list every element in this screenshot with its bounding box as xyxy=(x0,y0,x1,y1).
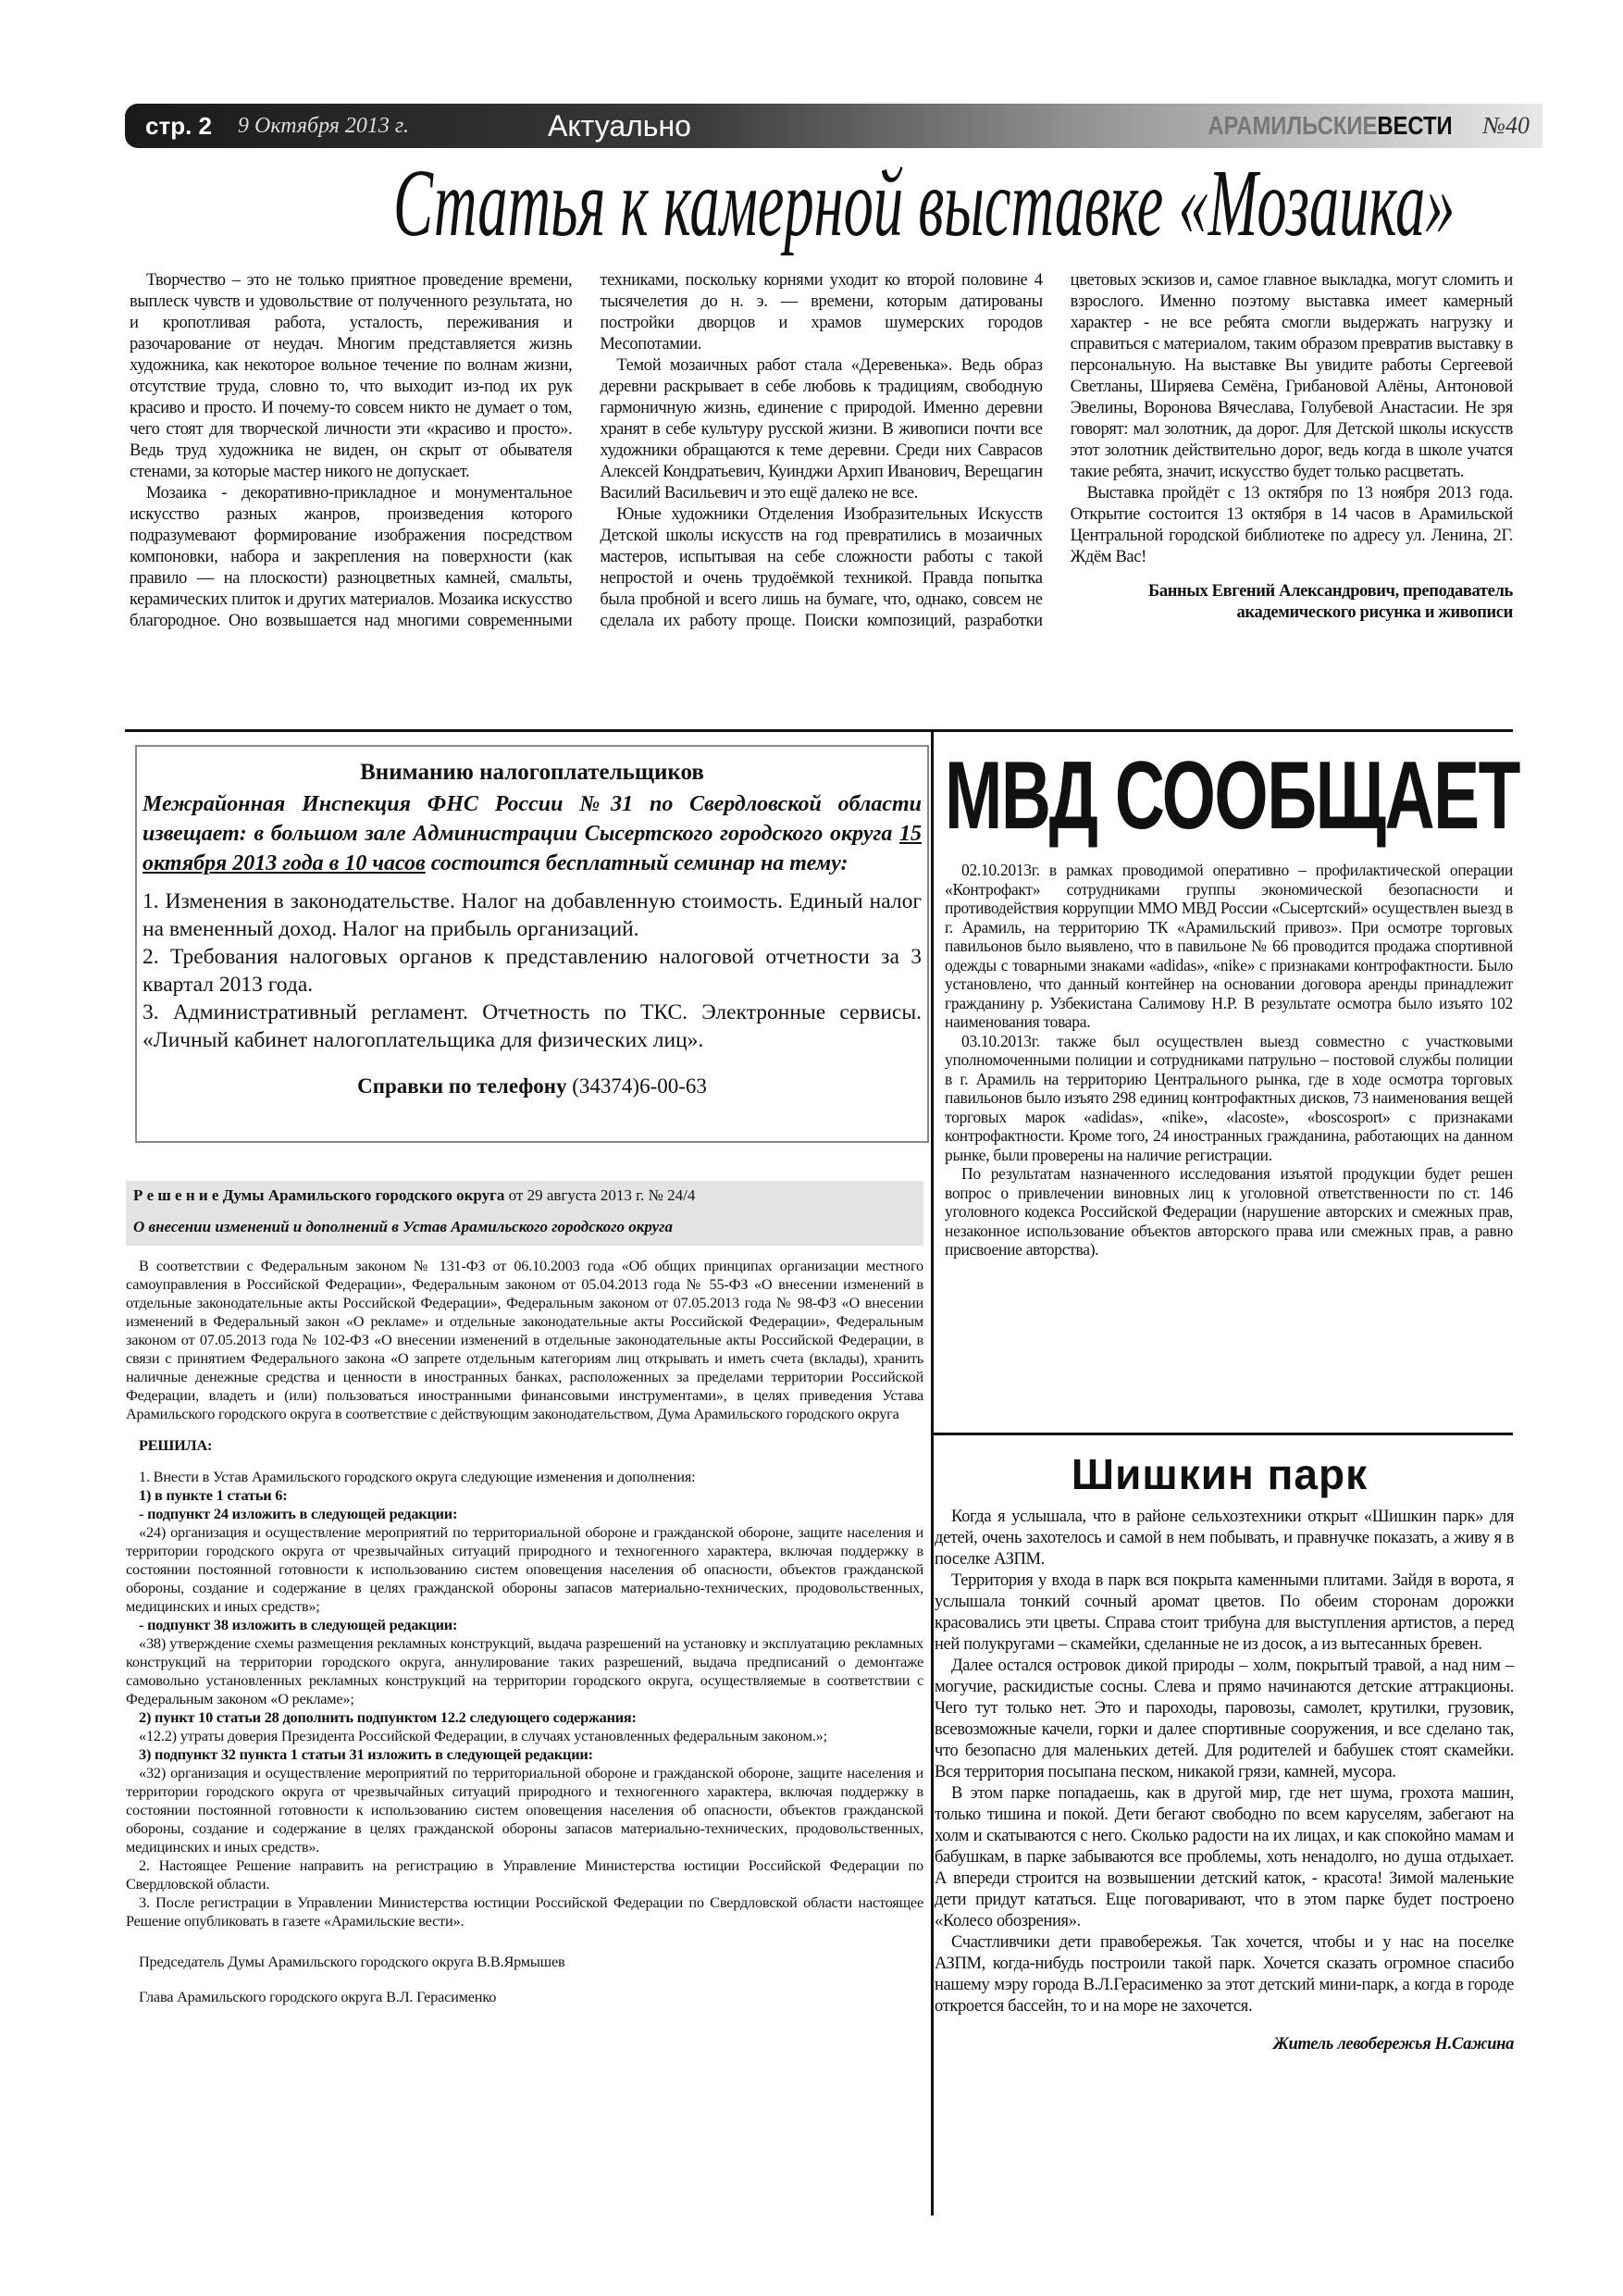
resolution-head: Глава Арамильского городского округа В.Л. Герасименко xyxy=(139,1988,497,2005)
horizontal-divider xyxy=(125,729,1513,732)
tax-notice-intro: Межрайонная Инспекция ФНС России №31 по Свердловской области извещает: в большом зале Администрации Сысертского городского округа 15 октября 2013 года в 10 часов состоится бесплатный семинар на тему: xyxy=(142,792,922,875)
article-author: Житель левобережья Н.Сажина xyxy=(1272,2035,1514,2054)
resolution-subtitle: О внесении изменений и дополнений в Устав Арамильского городского округа xyxy=(133,1218,673,1235)
resolution-line: 1. Внести в Устав Арамильского городского округа следующие изменения и дополнения: xyxy=(139,1468,696,1485)
duma-resolution xyxy=(126,1181,923,2006)
resolution-line: 1) в пункте 1 статьи 6: xyxy=(139,1486,288,1504)
resolution-line: - подпункт 24 изложить в следующей редакции: xyxy=(139,1505,458,1522)
paragraph: Далее остался островок дикой природы – холм, покрытый травой, а над ним – могучие, раскидистые сосны. Слева и прямо начинаются детские аттракционы. Чего тут только нет. Это и пароходы, паровозы, самолет, крутилки, грузовик, всевозможные качели, горки и далее спортивные сооружения, и все сделано так, что безопасно для маленьких детей. Для родителей и бабушек стоят скамейки. Вся территория посыпана песком, никакой грязи, камней, мусора. xyxy=(935,1657,1514,1781)
resolution-line: «32) организация и осуществление мероприятий по территориальной обороне и гражданской обороне, защите населения и территории городского округа от чрезвычайных ситуаций природного и техногенного характера, включая поддержку в состоянии постоянной готовности к использованию систем оповещения населения об опасности, объектов гражданской обороны, создание и содержание в целях гражданской обороны запасов материально-технических, продовольственных, медицинских и иных средств». xyxy=(126,1764,923,1855)
mvd-heading: МВД СООБЩАЕТ xyxy=(945,742,1519,850)
park-heading: Шишкин парк xyxy=(1071,1450,1369,1498)
tax-notice-heading: Вниманию налогоплательщиков xyxy=(360,760,704,785)
mosaic-article-title: Статья к камерной выставке «Мозаика» xyxy=(393,150,1456,256)
resolution-line: 2) пункт 10 статьи 28 дополнить подпунктом 12.2 следующего содержания: xyxy=(139,1708,637,1726)
resolution-line: «38) утверждение схемы размещения рекламных конструкций, выдача разрешений на установку и эксплуатацию рекламных конструкций на территории городского округа, аннулирование таких разрешений, выдача предписаний о демонтаже самовольно установленных рекламных конструкций на территории городского округа, осуществляемые в соответствии с Федеральным законом «О рекламе»; xyxy=(126,1634,923,1707)
resolution-preamble: В соответствии с Федеральным законом № 131-ФЗ от 06.10.2003 года «Об общих принципах организации местного самоуправления в Российской Федерации», Федеральным законом от 05.04.2013 года № 55-ФЗ «О внесении изменений в отдельные законодательные акты Российской Федерации», Федеральным законом от 07.05.2013 года № 98-ФЗ «О внесении изменений в Федеральный закон «О рекламе» и отдельные законодательные акты Российской Федерации», Федеральным законом от 07.05.2013 года № 102-ФЗ «О внесении изменений в отдельные законодательные акты Российской Федерации, в связи с принятием Федерального закона «О запрете отдельным категориям лиц открывать и иметь счета (вклады), хранить наличные денежные средства и ценности в иностранных банках, расположенных за пределами территории Российской Федерации, владеть и (или) пользоваться иностранными финансовыми инструментами», в целях приведения Устава Арамильского городского округа в соответствие с действующим законодательством, Дума Арамильского городского округа xyxy=(126,1257,923,1422)
seminar-topic: 3. Административный регламент. Отчетность по ТКС. Электронные сервисы. «Личный кабинет налогоплательщика для физических лиц». xyxy=(142,1000,922,1052)
resolution-decided: РЕШИЛА: xyxy=(139,1436,213,1454)
paragraph: По результатам назначенного исследования изъятой продукции будет решен вопрос о привлечении виновных лиц к уголовной ответственности по ст. 146 уголовного кодекса Российской Федерации (нарушение авторских и смежных прав, незаконное использование объектов авторского права или смежных прав, а равно присвоение авторства). xyxy=(945,1164,1513,1259)
paragraph: Когда я услышала, что в районе сельхозтехники открыт «Шишкин парк» для детей, очень захотелось и самой в нем побывать, и правнучке показать, а живу я в поселке АЗПМ. xyxy=(935,1508,1514,1569)
mvd-article xyxy=(945,740,1519,1260)
paragraph: Темой мозаичных работ стала «Деревенька». Ведь образ деревни раскрывает в себе любовь к традициям, свободную гармоничную жизнь, единение с природой. Именно деревни хранят в себе культуру русской жизни. В живописи почти все художники обращаются к теме деревни. Среди них Саврасов Алексей Кондратьевич, Куинджи Архип Иванович, Верещагин Василий Васильевич и это ещё далеко не все. xyxy=(600,356,1043,503)
article-author: Банных Евгений Александрович, преподаватель академического рисунка и живописи xyxy=(1147,582,1513,622)
paragraph: Счастливчики дети правобережья. Так хочется, чтобы и у нас на поселке АЗПМ, когда-нибудь построили такой парк. Хочется сказать огромное спасибо нашему мэру города В.Л.Герасименко за этот детский мини-парк, а когда в городе откроется бассейн, то и на море не захочется. xyxy=(935,1933,1514,2016)
paragraph: Юные художники Отделения Изобразительных Искусств Детской школы искусств на год превратились в мозаичных мастеров, испытывая на себе сложности работы с такой непростой и очень трудоёмкой техникой. Правда попытка была пробной и всего лишь на бумаге, что, однако, совсем не сделала их работу проще. Поиски композиций, разработки цветовых эскизов и, самое главное выкладка, могут сломить и взрослого. Именно поэтому выставка имеет камерный характер - не все ребята смогли выдержать нагрузку и справиться с материалом, таким образом превратив выставку в персональную. На выставке Вы увидите работы Сергеевой Светланы, Ширяева Семёна, Грибановой Алёны, Антоновой Эвелины, Воронова Вячеслава, Голубевой Анастасии. Не зря говорят: мал золотник, да дорог. Для Детской школы искусств этот золотник действительно дорог, ведь когда в школе учатся такие ребята, значит, искусство будет только расцветать. xyxy=(600,271,1513,630)
paragraph: 02.10.2013г. в рамках проводимой оперативно – профилактической операции «Контрофакт» сотрудниками группы экономической безопасности и противодействия коррупции ММО МВД России «Сысертский» осуществлен выезд в г. Арамиль, на территорию ТК «Арамильский привоз». При осмотре торговых павильонов было выявлено, что в павильоне № 66 проводится продажа спортивной одежды с товарными знаками «adidas», «nike» с признаками контрофактности. Было установлено, что данный контейнер на основании договора аренды принадлежит гражданину р. Узбекистана Салимову Н.Р. В результате осмотра было изъято 102 наименования товара. xyxy=(945,861,1513,1031)
issue-date: 9 Октября 2013 г. xyxy=(237,113,409,138)
resolution-title: Р е ш е н и е Думы Арамильского городского округа от 29 августа 2013 г. № 24/4 xyxy=(133,1186,696,1204)
tax-notice-box xyxy=(135,745,929,1143)
resolution-line: «24) организация и осуществление мероприятий по территориальной обороне и гражданской обороне, защите населения и территории городского округа от чрезвычайных ситуаций природного и техногенного характера, включая поддержку в состоянии постоянной готовности к использованию систем оповещения населения об опасности, объектов гражданской обороны, создание и содержание в целях гражданской обороны запасов материально-технических, продовольственных, медицинских и иных средств»; xyxy=(126,1523,923,1615)
resolution-line: «12.2) утраты доверия Президента Российской Федерации, в случаях установленных федеральным законом.»; xyxy=(139,1727,827,1744)
horizontal-divider xyxy=(934,1433,1513,1435)
newspaper-logo: АРАМИЛЬСКИЕВЕСТИ xyxy=(1207,111,1453,140)
resolution-line: 3) подпункт 32 пункта 1 статьи 31 изложить в следующей редакции: xyxy=(139,1745,593,1763)
section-name: Актуально xyxy=(547,108,691,143)
issue-number: №40 xyxy=(1482,112,1530,139)
resolution-line: - подпункт 38 изложить в следующей редакции: xyxy=(139,1616,458,1633)
resolution-chair: Председатель Думы Арамильского городского округа В.В.Ярмышев xyxy=(139,1953,565,1970)
page-number: стр. 2 xyxy=(145,111,212,140)
resolution-line: 2. Настоящее Решение направить на регистрацию в Управление Министерства юстиции Российской Федерации по Свердловской области. xyxy=(126,1856,923,1893)
page-header xyxy=(125,104,1542,148)
paragraph: 03.10.2013г. также был осуществлен выезд совместно с участковыми уполномоченными полиции и сотрудниками патрульно – постовой службы полиции в г. Арамиль на территорию Центрального рынка, где в ходе осмотра торговых павильонов было изъято 298 единиц контрофактных дисков, 73 наименования вещей торговых марок «adidas», «nike», «lacoste», «boscosport» с признаками контрофактности. Кроме того, 24 иностранных гражданина, работающих на данном рынке, были проверены на наличие регистрации. xyxy=(945,1031,1513,1164)
park-article xyxy=(925,1449,1514,2055)
mosaic-article xyxy=(130,270,1513,726)
seminar-topic: 1. Изменения в законодательстве. Налог на добавленную стоимость. Единый налог на вмененный доход. Налог на прибыль организаций. xyxy=(142,889,922,941)
phone-info: Справки по телефону (34374)6-00-63 xyxy=(357,1074,707,1098)
seminar-topic: 2. Требования налоговых органов к представлению налоговой отчетности за 3 квартал 2013 года. xyxy=(142,945,922,997)
paragraph: В этом парке попадаешь, как в другой мир, где нет шума, грохота машин, только тишина и покой. Дети бегают свободно по всем каруселям, забегают на холм и скатываются с него. Сколько радости на их лицах, и как спокойно мамам и бабушкам, в парке забываются все проблемы, хоть ненадолго, но душа отдыхает. А впереди строится на возвышении детский каток, - красота! Зимой маленькие дети придут кататься. Еще поговаривают, что в этом парке будет построено «Колесо обозрения». xyxy=(935,1784,1514,1930)
paragraph: Выставка пройдёт с 13 октября по 13 ноября 2013 года. Открытие состоится 13 октября в 14 часов в Арамильской Центральной городской библиотеке по адресу ул. Ленина, 2Г. Ждём Вас! xyxy=(1070,484,1513,566)
paragraph: Территория у входа в парк вся покрыта каменными плитами. Зайдя в ворота, я услышала тонкий сочный аромат цветов. По обеим сторонам дорожки красовались эти цветы. Справа стоит трибуна для выступления артистов, а перед ней полукругами – скамейки, сделанные не из досок, а из вытесанных бревен. xyxy=(935,1571,1514,1654)
paragraph: Творчество – это не только приятное проведение времени, выплеск чувств и удовольствие от полученного результата, но и кропотливая работа, усталость, переживания и разочарование от неудач. Многим представляется жизнь художника, как некоторое вольное течение по волнам жизни, отсутствие труда, словно то, что выходит из-под их рук красиво и просто. И почему-то совсем никто не думает о том, чего стоят для творческой личности эти «красиво и просто». Ведь труд художника не виден, он скрыт от обывателя стенами, за которые мастер никого не допускает. xyxy=(130,271,573,481)
resolution-line: 3. После регистрации в Управлении Министерства юстиции Российской Федерации по Свердловской области настоящее Решение опубликовать в газете «Арамильские вести». xyxy=(126,1893,923,1930)
paragraph: Мозаика - декоративно-прикладное и монументальное искусство разных жанров, произведения которого подразумевают формирование изображения посредством компоновки, набора и закрепления на поверхности (как правило — на плоскости) разноцветных камней, смальты, керамических плиток и других материалов. Мозаика искусство благородное. Оно возвышается над многими современными техниками, поскольку корнями уходит ко второй половине 4 тысячелетия до н. э. — времени, которым датированы постройки дворцов и храмов шумерских городов Месопотамии. xyxy=(130,271,1043,630)
